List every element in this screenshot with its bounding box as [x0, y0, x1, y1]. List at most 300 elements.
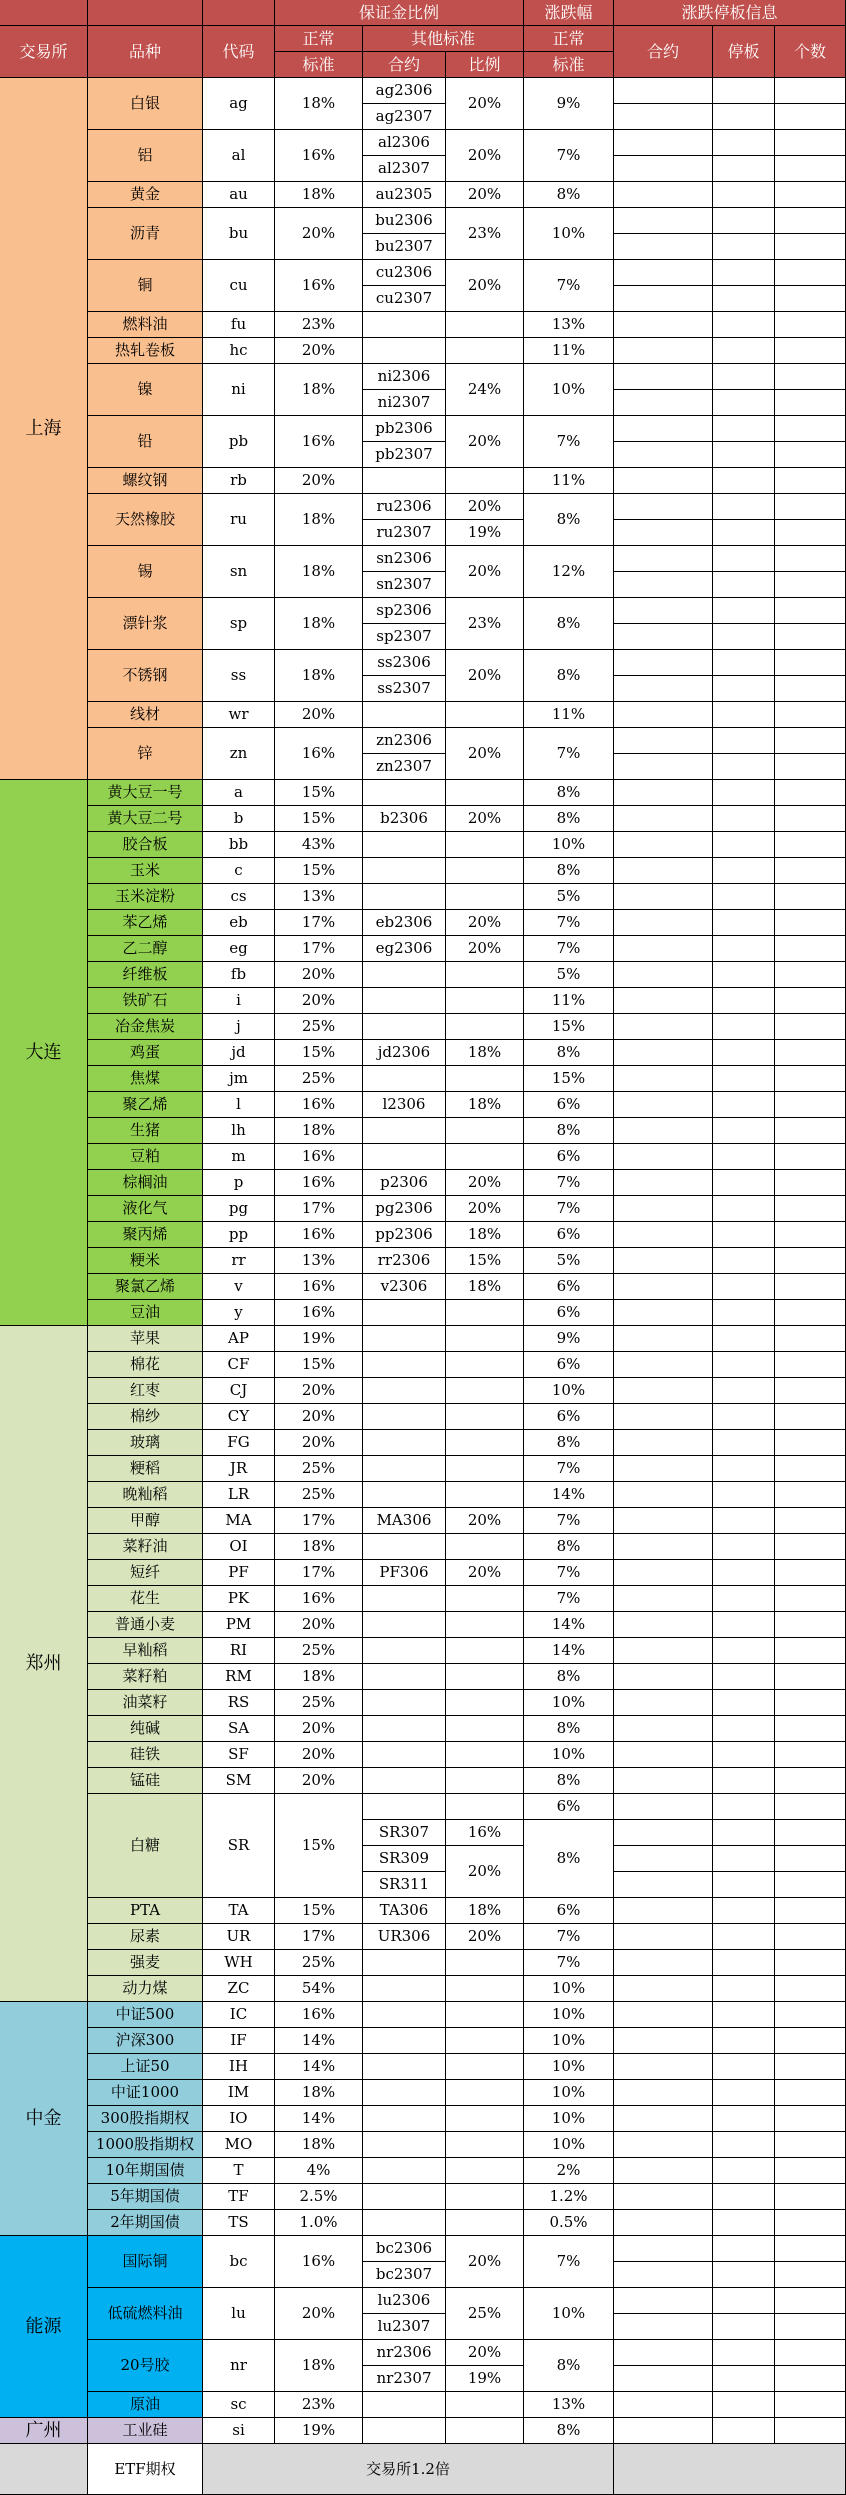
sub-contract	[363, 1794, 446, 1820]
limit-normal: 10%	[524, 1690, 614, 1716]
info-count	[775, 2392, 846, 2418]
header-limit-normal-top: 正常	[524, 26, 614, 52]
sub-contract: bc2306	[363, 2236, 446, 2262]
limit-normal: 6%	[524, 1300, 614, 1326]
info-count	[775, 1898, 846, 1924]
margin-normal: 20%	[275, 2288, 363, 2340]
info-contract	[614, 1352, 713, 1378]
margin-normal: 16%	[275, 2002, 363, 2028]
product-name: 低硫燃料油	[88, 2288, 203, 2340]
info-contract	[614, 2392, 713, 2418]
info-board	[713, 338, 775, 364]
info-board	[713, 1300, 775, 1326]
limit-normal: 6%	[524, 1222, 614, 1248]
product-name: 玉米淀粉	[88, 884, 203, 910]
sub-ratio	[446, 1326, 524, 1352]
info-count	[775, 988, 846, 1014]
product-code: sc	[203, 2392, 275, 2418]
margin-normal: 16%	[275, 1170, 363, 1196]
info-contract	[614, 1664, 713, 1690]
product-code: JR	[203, 1456, 275, 1482]
sub-contract	[363, 2080, 446, 2106]
sub-ratio	[446, 1976, 524, 2002]
product-name: 油菜籽	[88, 1690, 203, 1716]
product-name: 黄金	[88, 182, 203, 208]
info-contract	[614, 78, 713, 104]
margin-normal: 17%	[275, 1924, 363, 1950]
info-count	[775, 1872, 846, 1898]
product-code: pp	[203, 1222, 275, 1248]
info-board	[713, 1690, 775, 1716]
sub-ratio	[446, 2158, 524, 2184]
info-contract	[614, 1326, 713, 1352]
info-count	[775, 780, 846, 806]
margin-normal: 25%	[275, 1014, 363, 1040]
margin-normal: 15%	[275, 1352, 363, 1378]
limit-normal: 8%	[524, 1118, 614, 1144]
margin-normal: 16%	[275, 1300, 363, 1326]
info-contract	[614, 1404, 713, 1430]
product-code: IH	[203, 2054, 275, 2080]
sub-contract	[363, 2028, 446, 2054]
info-board	[713, 1794, 775, 1820]
sub-contract: ru2307	[363, 520, 446, 546]
info-board	[713, 2080, 775, 2106]
limit-normal: 8%	[524, 598, 614, 650]
info-contract	[614, 2366, 713, 2392]
sub-contract	[363, 962, 446, 988]
limit-normal: 10%	[524, 1742, 614, 1768]
sub-contract	[363, 312, 446, 338]
sub-contract	[363, 1534, 446, 1560]
margin-normal: 20%	[275, 988, 363, 1014]
product-name: 尿素	[88, 1924, 203, 1950]
product-name: 纯碱	[88, 1716, 203, 1742]
info-board	[713, 1846, 775, 1872]
product-name: 上证50	[88, 2054, 203, 2080]
margin-normal: 54%	[275, 1976, 363, 2002]
margin-normal: 20%	[275, 1742, 363, 1768]
margin-normal: 23%	[275, 2392, 363, 2418]
sub-ratio	[446, 780, 524, 806]
info-contract	[614, 1976, 713, 2002]
sub-ratio	[446, 1638, 524, 1664]
limit-normal: 10%	[524, 2288, 614, 2340]
info-count	[775, 1378, 846, 1404]
limit-normal: 14%	[524, 1482, 614, 1508]
product-name: 白糖	[88, 1794, 203, 1898]
info-count	[775, 2314, 846, 2340]
info-count	[775, 650, 846, 676]
product-name: 花生	[88, 1586, 203, 1612]
info-contract	[614, 1768, 713, 1794]
info-count	[775, 1768, 846, 1794]
product-name: 铁矿石	[88, 988, 203, 1014]
margin-normal: 19%	[275, 1326, 363, 1352]
info-count	[775, 2418, 846, 2444]
product-code: TF	[203, 2184, 275, 2210]
sub-contract: bu2306	[363, 208, 446, 234]
margin-normal: 18%	[275, 182, 363, 208]
info-contract	[614, 806, 713, 832]
info-board	[713, 2236, 775, 2262]
product-code: m	[203, 1144, 275, 1170]
margin-normal: 25%	[275, 1690, 363, 1716]
info-contract	[614, 832, 713, 858]
product-code: LR	[203, 1482, 275, 1508]
limit-normal: 10%	[524, 2002, 614, 2028]
sub-ratio: 18%	[446, 1898, 524, 1924]
exchange-name: 大连	[0, 780, 88, 1326]
info-count	[775, 1586, 846, 1612]
info-contract	[614, 1300, 713, 1326]
info-count	[775, 936, 846, 962]
info-contract	[614, 728, 713, 754]
product-name: 白银	[88, 78, 203, 130]
header-normal-top: 正常	[275, 26, 363, 52]
product-code: TS	[203, 2210, 275, 2236]
product-code: jd	[203, 1040, 275, 1066]
limit-normal: 10%	[524, 2028, 614, 2054]
limit-normal: 8%	[524, 494, 614, 546]
product-name: 豆油	[88, 1300, 203, 1326]
margin-normal: 25%	[275, 1456, 363, 1482]
info-board	[713, 2132, 775, 2158]
product-name: 铅	[88, 416, 203, 468]
sub-ratio	[446, 832, 524, 858]
info-count	[775, 2106, 846, 2132]
margin-normal: 14%	[275, 2106, 363, 2132]
info-board	[713, 1872, 775, 1898]
info-board	[713, 364, 775, 390]
limit-normal: 13%	[524, 2392, 614, 2418]
sub-contract: UR306	[363, 1924, 446, 1950]
sub-contract: ss2307	[363, 676, 446, 702]
margin-normal: 15%	[275, 1794, 363, 1898]
limit-normal: 7%	[524, 2236, 614, 2288]
info-count	[775, 1690, 846, 1716]
margin-normal: 18%	[275, 650, 363, 702]
info-board	[713, 1950, 775, 1976]
info-count	[775, 598, 846, 624]
product-code: eb	[203, 910, 275, 936]
product-code: WH	[203, 1950, 275, 1976]
sub-ratio: 24%	[446, 364, 524, 416]
product-name: 动力煤	[88, 1976, 203, 2002]
header-blank	[203, 0, 275, 26]
sub-contract: p2306	[363, 1170, 446, 1196]
info-count	[775, 2080, 846, 2106]
product-name: 原油	[88, 2392, 203, 2418]
sub-ratio	[446, 1378, 524, 1404]
sub-contract: eg2306	[363, 936, 446, 962]
etf-blank	[0, 2444, 88, 2495]
header-exchange: 交易所	[0, 26, 88, 78]
info-board	[713, 2184, 775, 2210]
limit-normal: 7%	[524, 1950, 614, 1976]
info-board	[713, 2262, 775, 2288]
margin-normal: 16%	[275, 1222, 363, 1248]
info-board	[713, 1378, 775, 1404]
product-code: jm	[203, 1066, 275, 1092]
product-name: PTA	[88, 1898, 203, 1924]
sub-contract	[363, 1664, 446, 1690]
margin-normal: 16%	[275, 1144, 363, 1170]
margin-normal: 14%	[275, 2054, 363, 2080]
info-contract	[614, 260, 713, 286]
sub-contract	[363, 1456, 446, 1482]
info-contract	[614, 520, 713, 546]
product-name: 漂针浆	[88, 598, 203, 650]
info-count	[775, 1664, 846, 1690]
sub-contract	[363, 1300, 446, 1326]
sub-contract	[363, 2158, 446, 2184]
sub-ratio	[446, 2210, 524, 2236]
sub-contract: ni2307	[363, 390, 446, 416]
margin-normal: 18%	[275, 1118, 363, 1144]
sub-ratio: 20%	[446, 1560, 524, 1586]
product-name: 1000股指期权	[88, 2132, 203, 2158]
product-code: y	[203, 1300, 275, 1326]
limit-normal: 8%	[524, 2340, 614, 2392]
exchange-name: 广州	[0, 2418, 88, 2444]
limit-normal: 14%	[524, 1612, 614, 1638]
product-name: 乙二醇	[88, 936, 203, 962]
sub-ratio: 19%	[446, 520, 524, 546]
info-count	[775, 1352, 846, 1378]
limit-normal: 6%	[524, 1092, 614, 1118]
info-board	[713, 416, 775, 442]
product-code: FG	[203, 1430, 275, 1456]
info-contract	[614, 2054, 713, 2080]
sub-contract	[363, 2106, 446, 2132]
sub-contract	[363, 1638, 446, 1664]
product-name: 天然橡胶	[88, 494, 203, 546]
info-contract	[614, 338, 713, 364]
product-code: au	[203, 182, 275, 208]
sub-ratio	[446, 312, 524, 338]
info-contract	[614, 780, 713, 806]
limit-normal: 1.2%	[524, 2184, 614, 2210]
info-board	[713, 910, 775, 936]
info-count	[775, 2262, 846, 2288]
sub-contract: v2306	[363, 1274, 446, 1300]
sub-contract: lu2307	[363, 2314, 446, 2340]
sub-contract	[363, 338, 446, 364]
margin-normal: 20%	[275, 1378, 363, 1404]
limit-normal: 10%	[524, 208, 614, 260]
exchange-name: 中金	[0, 2002, 88, 2236]
margin-normal: 25%	[275, 1638, 363, 1664]
product-code: TA	[203, 1898, 275, 1924]
product-name: 燃料油	[88, 312, 203, 338]
info-board	[713, 1586, 775, 1612]
product-code: PM	[203, 1612, 275, 1638]
info-contract	[614, 2184, 713, 2210]
info-board	[713, 832, 775, 858]
info-board	[713, 624, 775, 650]
info-count	[775, 520, 846, 546]
info-count	[775, 1508, 846, 1534]
limit-normal: 7%	[524, 416, 614, 468]
limit-normal: 10%	[524, 2080, 614, 2106]
sub-ratio: 20%	[446, 1196, 524, 1222]
limit-normal: 10%	[524, 2132, 614, 2158]
product-code: CF	[203, 1352, 275, 1378]
product-code: v	[203, 1274, 275, 1300]
info-count	[775, 1248, 846, 1274]
info-contract	[614, 546, 713, 572]
info-board	[713, 520, 775, 546]
sub-contract	[363, 468, 446, 494]
limit-normal: 2%	[524, 2158, 614, 2184]
limit-normal: 7%	[524, 910, 614, 936]
info-contract	[614, 624, 713, 650]
sub-ratio	[446, 1534, 524, 1560]
info-count	[775, 546, 846, 572]
limit-normal: 5%	[524, 884, 614, 910]
product-code: RS	[203, 1690, 275, 1716]
sub-ratio	[446, 1794, 524, 1820]
sub-ratio: 19%	[446, 2366, 524, 2392]
product-code: MO	[203, 2132, 275, 2158]
sub-contract: bu2307	[363, 234, 446, 260]
product-code: ZC	[203, 1976, 275, 2002]
product-code: IM	[203, 2080, 275, 2106]
info-board	[713, 1326, 775, 1352]
info-count	[775, 442, 846, 468]
product-name: 玉米	[88, 858, 203, 884]
info-count	[775, 104, 846, 130]
product-code: a	[203, 780, 275, 806]
info-board	[713, 1196, 775, 1222]
sub-ratio	[446, 2392, 524, 2418]
margin-normal: 18%	[275, 78, 363, 130]
info-count	[775, 78, 846, 104]
info-count	[775, 1716, 846, 1742]
info-board	[713, 2314, 775, 2340]
info-contract	[614, 1274, 713, 1300]
info-contract	[614, 702, 713, 728]
limit-normal: 6%	[524, 1274, 614, 1300]
header-normal-bottom: 标准	[275, 52, 363, 78]
sub-contract	[363, 1690, 446, 1716]
info-count	[775, 1404, 846, 1430]
info-count	[775, 2184, 846, 2210]
limit-normal: 6%	[524, 1794, 614, 1820]
margin-normal: 1.0%	[275, 2210, 363, 2236]
info-board	[713, 1248, 775, 1274]
product-name: 300股指期权	[88, 2106, 203, 2132]
product-name: 锡	[88, 546, 203, 598]
sub-ratio	[446, 1612, 524, 1638]
margin-normal: 15%	[275, 858, 363, 884]
info-contract	[614, 1820, 713, 1846]
product-code: fb	[203, 962, 275, 988]
product-code: l	[203, 1092, 275, 1118]
limit-normal: 7%	[524, 728, 614, 780]
info-board	[713, 1118, 775, 1144]
header-product: 品种	[88, 26, 203, 78]
margin-normal: 15%	[275, 1898, 363, 1924]
info-contract	[614, 1742, 713, 1768]
info-contract	[614, 2002, 713, 2028]
info-count	[775, 2340, 846, 2366]
info-contract	[614, 1482, 713, 1508]
sub-ratio: 20%	[446, 182, 524, 208]
sub-ratio	[446, 1950, 524, 1976]
product-name: 聚丙烯	[88, 1222, 203, 1248]
info-count	[775, 494, 846, 520]
info-contract	[614, 104, 713, 130]
exchange-name: 能源	[0, 2236, 88, 2418]
info-board	[713, 1430, 775, 1456]
info-count	[775, 676, 846, 702]
product-name: 国际铜	[88, 2236, 203, 2288]
info-board	[713, 1820, 775, 1846]
info-contract	[614, 2288, 713, 2314]
product-name: 中证1000	[88, 2080, 203, 2106]
etf-info-blank	[614, 2444, 846, 2495]
sub-ratio	[446, 2028, 524, 2054]
sub-ratio: 20%	[446, 1170, 524, 1196]
product-name: 普通小麦	[88, 1612, 203, 1638]
info-board	[713, 2392, 775, 2418]
product-code: pg	[203, 1196, 275, 1222]
sub-ratio: 20%	[446, 806, 524, 832]
info-contract	[614, 1846, 713, 1872]
limit-normal: 15%	[524, 1066, 614, 1092]
info-board	[713, 234, 775, 260]
product-name: 生猪	[88, 1118, 203, 1144]
info-count	[775, 1560, 846, 1586]
info-board	[713, 1924, 775, 1950]
exchange-name: 郑州	[0, 1326, 88, 2002]
info-board	[713, 1040, 775, 1066]
info-count	[775, 1300, 846, 1326]
sub-contract	[363, 1716, 446, 1742]
info-contract	[614, 182, 713, 208]
info-contract	[614, 286, 713, 312]
header-blank	[0, 0, 88, 26]
product-name: 液化气	[88, 1196, 203, 1222]
info-count	[775, 910, 846, 936]
product-code: fu	[203, 312, 275, 338]
product-name: 锰硅	[88, 1768, 203, 1794]
info-count	[775, 572, 846, 598]
margin-normal: 20%	[275, 468, 363, 494]
info-contract	[614, 1534, 713, 1560]
info-contract	[614, 988, 713, 1014]
info-contract	[614, 1950, 713, 1976]
margin-normal: 18%	[275, 1664, 363, 1690]
info-board	[713, 780, 775, 806]
sub-contract: SR311	[363, 1872, 446, 1898]
margin-normal: 17%	[275, 1196, 363, 1222]
sub-ratio	[446, 702, 524, 728]
limit-normal: 8%	[524, 1716, 614, 1742]
sub-ratio	[446, 2418, 524, 2444]
product-name: 菜籽粕	[88, 1664, 203, 1690]
product-name: 热轧卷板	[88, 338, 203, 364]
limit-normal: 7%	[524, 1586, 614, 1612]
product-code: AP	[203, 1326, 275, 1352]
exchange-name: 上海	[0, 78, 88, 780]
limit-normal: 7%	[524, 936, 614, 962]
sub-ratio: 18%	[446, 1222, 524, 1248]
limit-normal: 10%	[524, 1976, 614, 2002]
sub-ratio	[446, 1066, 524, 1092]
